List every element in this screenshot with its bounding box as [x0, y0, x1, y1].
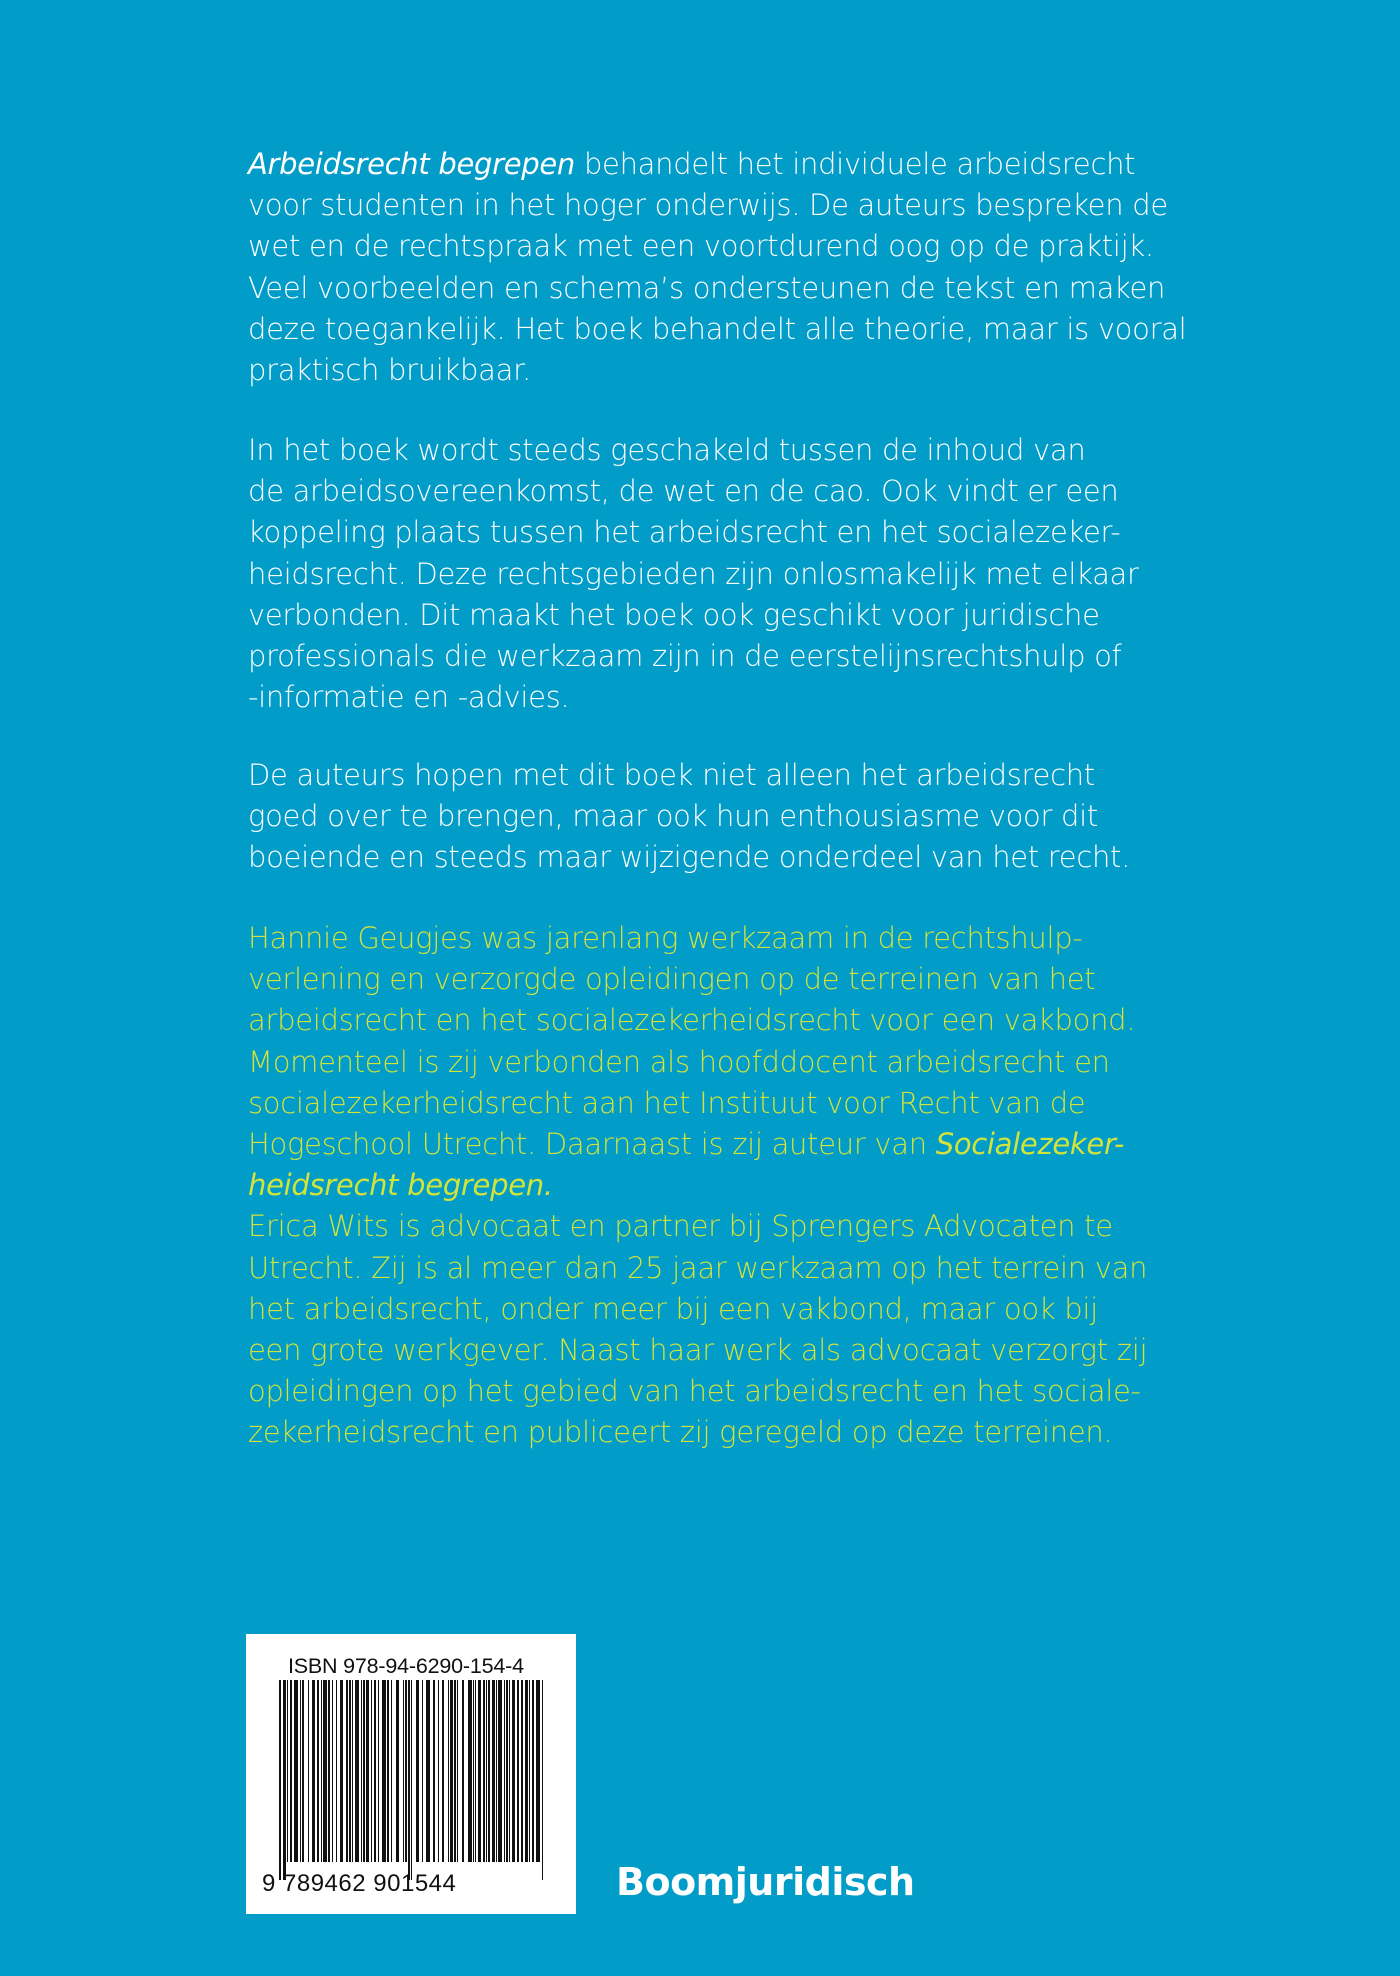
description-paragraph-2 [248, 430, 1168, 718]
text-run: arbeidsrecht en het socialezekerheidsrecht voor een vakbond. [248, 1003, 1136, 1038]
barcode-bar [317, 1680, 319, 1862]
barcode-bar [378, 1680, 379, 1862]
bio-line [248, 1124, 1168, 1165]
bio-line [248, 1000, 1168, 1041]
barcode-bar [408, 1680, 410, 1880]
description-line [248, 471, 1168, 512]
text-run: heidsrecht. Deze rechtsgebieden zijn onlosmakelijk met elkaar [248, 556, 1139, 591]
barcode-bar [498, 1680, 502, 1862]
barcode-bar [346, 1680, 348, 1862]
description-line [248, 677, 1168, 718]
text-run: goed over te brengen, maar ook hun enthousiasme voor dit [248, 799, 1098, 834]
barcode-bar [517, 1680, 519, 1862]
barcode-bar [450, 1680, 453, 1862]
barcode-bar [422, 1680, 423, 1862]
barcode-bar [321, 1680, 322, 1862]
text-run: voor studenten in het hoger onderwijs. De auteurs bespreken de [248, 188, 1168, 223]
description-line [248, 350, 1168, 391]
barcode-bar [488, 1680, 490, 1862]
text-run: socialezekerheidsrecht aan het Instituut voor Recht van de [248, 1085, 1086, 1120]
isbn-barcode [246, 1634, 576, 1914]
barcode-bar [300, 1680, 301, 1862]
barcode-bar [387, 1680, 389, 1862]
description-line [248, 755, 1168, 796]
barcode-bar [532, 1680, 534, 1862]
barcode-bar [352, 1680, 353, 1862]
barcode-bar [457, 1680, 458, 1862]
barcode-bar [382, 1680, 386, 1862]
description-line [248, 144, 1168, 185]
barcode-bar [349, 1680, 351, 1862]
barcode-bar [462, 1680, 464, 1862]
publisher-logo: Boomjuridisch [616, 1860, 915, 1904]
bio-line [248, 1412, 1168, 1453]
italic-title-text: Socialezeker- [935, 1127, 1125, 1162]
bio-line [248, 959, 1168, 1000]
barcode-bar [529, 1680, 530, 1862]
description-paragraph-1 [248, 144, 1187, 391]
barcode-bar [308, 1680, 309, 1862]
text-run: Hannie Geugjes was jarenlang werkzaam in de rechtshulp- [248, 921, 1083, 955]
barcode-bar [509, 1680, 510, 1862]
barcode-bar [486, 1680, 487, 1862]
barcode-bar [323, 1680, 327, 1862]
text-run: -informatie en -advies. [248, 680, 570, 715]
description-line [248, 554, 1168, 595]
barcode-bar [363, 1680, 365, 1862]
barcode-bar [391, 1680, 392, 1862]
barcode-bar [483, 1680, 485, 1862]
barcode-bar [475, 1680, 476, 1862]
text-run: verlening en verzorgde opleidingen op de terreinen van het [248, 962, 1096, 997]
bio-line [248, 1289, 1168, 1330]
description-paragraph-3 [248, 755, 1168, 879]
barcode-bar [492, 1680, 495, 1862]
barcode-bar [416, 1680, 419, 1862]
text-run: Veel voorbeelden en schema’s ondersteunen de tekst en maken [248, 270, 1166, 305]
description-line [248, 796, 1168, 837]
barcode-bar [312, 1680, 315, 1862]
barcode-bar [328, 1680, 330, 1862]
barcode-bar [521, 1680, 523, 1862]
description-line [248, 430, 1168, 471]
barcode-bar [283, 1680, 286, 1880]
barcode-bar [454, 1680, 456, 1862]
text-run: boeiende en steeds maar wijzigende onderdeel van het recht. [248, 840, 1131, 875]
text-run: wet en de rechtspraak met een voortdurend oog op de praktijk. [248, 229, 1154, 264]
barcode-bar [448, 1680, 449, 1862]
barcode-bar [468, 1680, 472, 1862]
text-run: professionals die werkzaam zijn in de eerstelijnsrechtshulp of [248, 639, 1122, 674]
barcode-bar [442, 1680, 444, 1862]
barcode-bar [371, 1680, 372, 1862]
barcode-bar [506, 1680, 508, 1862]
barcode-bar [302, 1680, 304, 1862]
barcode-bar [361, 1680, 362, 1862]
barcode-bar [287, 1680, 288, 1862]
italic-title-text: Arbeidsrecht begrepen [248, 147, 576, 181]
text-run: de arbeidsovereenkomst, de wet en de cao. Ook vindt er een [248, 474, 1119, 509]
barcode-bar [290, 1680, 292, 1862]
bio-line [248, 1248, 1168, 1289]
italic-title-text: heidsrecht begrepen. [248, 1168, 553, 1203]
barcode-bar [426, 1680, 430, 1862]
barcode-bar [374, 1680, 376, 1862]
description-line [248, 636, 1168, 677]
bio-line [248, 1206, 1168, 1247]
text-run: Utrecht. Zij is al meer dan 25 jaar werkzaam op het terrein van [248, 1250, 1148, 1285]
text-run: deze toegankelijk. Het boek behandelt alle theorie, maar is vooral [248, 311, 1187, 346]
barcode-bar [438, 1680, 439, 1862]
description-line [248, 226, 1168, 267]
text-run: een grote werkgever. Naast haar werk als advocaat verzorgt zij [248, 1333, 1148, 1368]
text-run: praktisch bruikbaar. [248, 353, 531, 388]
barcode-bar [332, 1680, 333, 1862]
text-run: behandelt het individuele arbeidsrecht [575, 147, 1136, 181]
description-line [248, 837, 1168, 878]
text-run: opleidingen op het gebied van het arbeidsrecht en het sociale- [248, 1374, 1141, 1409]
barcode-bar [279, 1680, 281, 1880]
text-run: koppeling plaats tussen het arbeidsrecht en het socialezeker- [248, 515, 1121, 550]
barcode-bar [366, 1680, 369, 1862]
description-line [248, 595, 1168, 636]
text-run: De auteurs hopen met dit boek niet alleen het arbeidsrecht [248, 758, 1095, 792]
text-run: Erica Wits is advocaat en partner bij Sprengers Advocaten te [248, 1209, 1113, 1244]
text-run: het arbeidsrecht, onder meer bij een vakbond, maar ook bij [248, 1291, 1098, 1326]
text-run: verbonden. Dit maakt het boek ook geschikt voor juridische [248, 597, 1100, 632]
text-run: In het boek wordt steeds geschakeld tussen de inhoud van [248, 433, 1086, 467]
description-line [248, 309, 1187, 350]
barcode-bar [478, 1680, 481, 1862]
barcode-bar [525, 1680, 528, 1862]
bio-line [248, 1371, 1168, 1412]
barcode-bar [336, 1680, 337, 1862]
text-run: Momenteel is zij verbonden als hoofddocent arbeidsrecht en [248, 1044, 1110, 1079]
barcode-bar [496, 1680, 497, 1862]
description-line [248, 185, 1168, 226]
author-bio [248, 918, 1168, 1454]
description-line [248, 512, 1168, 553]
barcode-bar [355, 1680, 359, 1862]
barcode-bar [473, 1680, 474, 1862]
barcode-bar [542, 1680, 543, 1880]
isbn-label: ISBN 978-94-6290-154-4 [288, 1654, 524, 1678]
barcode-bar [294, 1680, 298, 1862]
barcode-bar [504, 1680, 505, 1862]
barcode-bar [536, 1680, 540, 1862]
barcode-bar [411, 1680, 412, 1880]
bio-line [248, 1083, 1168, 1124]
barcode-bar [396, 1680, 399, 1862]
description-line [248, 268, 1168, 309]
barcode-bar [403, 1680, 404, 1862]
barcode-digits: 9 789462 901544 [262, 1870, 457, 1897]
barcode-bar [405, 1680, 407, 1862]
barcode-bar [340, 1680, 343, 1862]
bio-line [248, 1042, 1168, 1083]
bio-line [248, 1330, 1168, 1371]
bio-line [248, 918, 1168, 959]
barcode-bar [433, 1680, 435, 1862]
text-run: Hogeschool Utrecht. Daarnaast is zij auteur van [248, 1127, 936, 1162]
bio-line [248, 1165, 1168, 1206]
barcode-bar [512, 1680, 515, 1862]
text-run: zekerheidsrecht en publiceert zij geregeld op deze terreinen. [248, 1415, 1113, 1450]
